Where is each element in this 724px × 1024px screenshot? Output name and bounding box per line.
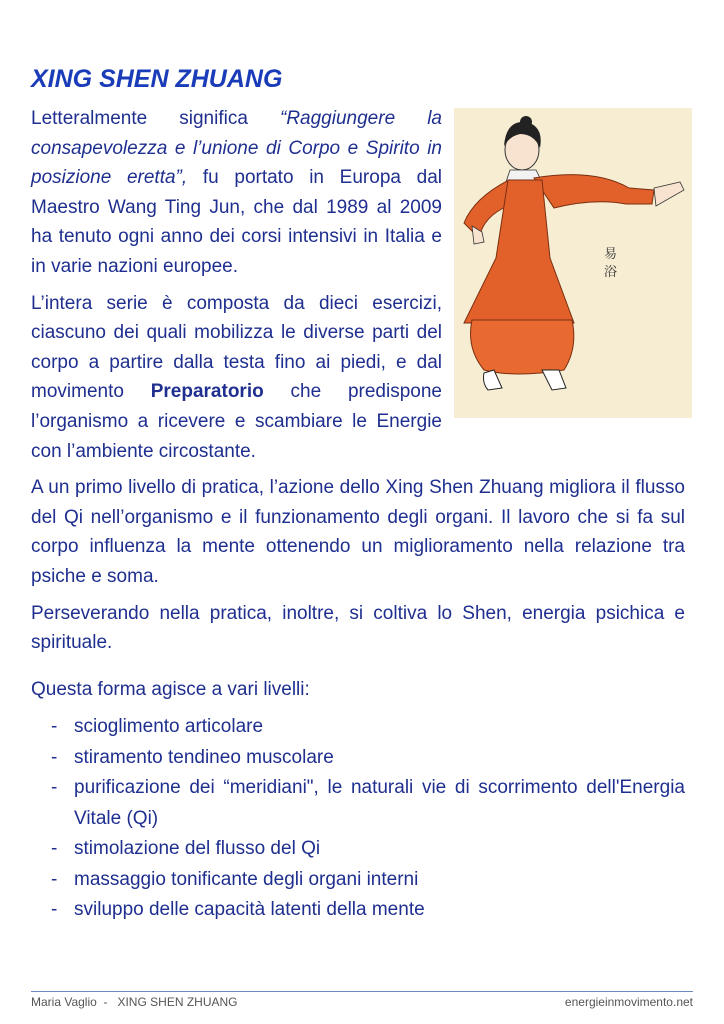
document-page — [31, 62, 685, 926]
text-span: fu portato in Europa dal Maestro Wang Ting Jun, che dal 1989 al 2009 ha tenuto ogni anno dei corsi intensivi in Italia e in varie nazioni europee. — [31, 167, 442, 277]
list-item-text: stiramento tendineo muscolare — [74, 746, 334, 768]
footer-website: energieinmovimento.net — [564, 995, 693, 1009]
svg-text:浴: 浴 — [604, 265, 618, 280]
dash-bullet: - — [51, 899, 58, 921]
illustration-figure — [454, 108, 692, 418]
list-item — [51, 865, 685, 896]
dash-bullet: - — [51, 716, 58, 738]
bold-term: Preparatorio — [150, 381, 264, 403]
paragraph-practice: A un primo livello di pratica, l’azione dello Xing Shen Zhuang migliora il flusso del Qi nell’organismo e il funzionamento degli organi. Il lavoro che si fa sul corpo influenza la mente ottenendo un miglioramento nella relazione tra psiche e soma. — [31, 477, 685, 587]
list-item — [51, 834, 685, 865]
benefits-list — [31, 712, 685, 926]
list-item-text: purificazione dei “meridiani", le naturali vie di scorrimento dell'Energia Vitale (Qi) — [74, 777, 685, 829]
page-title: XING SHEN ZHUANG — [31, 65, 283, 93]
list-item-text: scioglimento articolare — [74, 716, 264, 738]
footer-author-title: Maria Vaglio - XING SHEN ZHUANG — [31, 995, 238, 1009]
dash-bullet: - — [51, 868, 58, 890]
list-item-text: sviluppo delle capacità latenti della mente — [74, 899, 425, 921]
list-item-text: massaggio tonificante degli organi interni — [74, 868, 419, 890]
meaning-quote: “Raggiungere la consapevolezza e l’unione di Corpo e Spirito in posizione eretta”, — [31, 108, 443, 189]
text-span: L’intera serie è composta da dieci esercizi, ciascuno dei quali mobilizza le diverse parti del corpo a partire dalla testa fino ai piedi, e dal movimento — [31, 292, 442, 403]
paragraph-shen: Perseverando nella pratica, inoltre, si coltiva lo Shen, energia psichica e spirituale. — [31, 602, 685, 654]
svg-text:易: 易 — [604, 247, 618, 262]
qigong-figure-illustration — [454, 108, 692, 418]
list-item-text: stimolazione del flusso del Qi — [74, 838, 321, 860]
list-intro: Questa forma agisce a vari livelli: — [31, 678, 310, 700]
text-span: che predispone l’organismo a ricevere e scambiare le Energie con l’ambiente circostante. — [31, 381, 442, 462]
list-item — [51, 743, 685, 774]
list-item — [51, 895, 685, 926]
text-span: Letteralmente significa — [31, 108, 280, 129]
dash-bullet: - — [51, 746, 58, 768]
page-footer — [31, 991, 693, 1009]
dash-bullet: - — [51, 777, 58, 799]
list-item — [51, 773, 685, 834]
dash-bullet: - — [51, 838, 58, 860]
list-item — [51, 712, 685, 743]
